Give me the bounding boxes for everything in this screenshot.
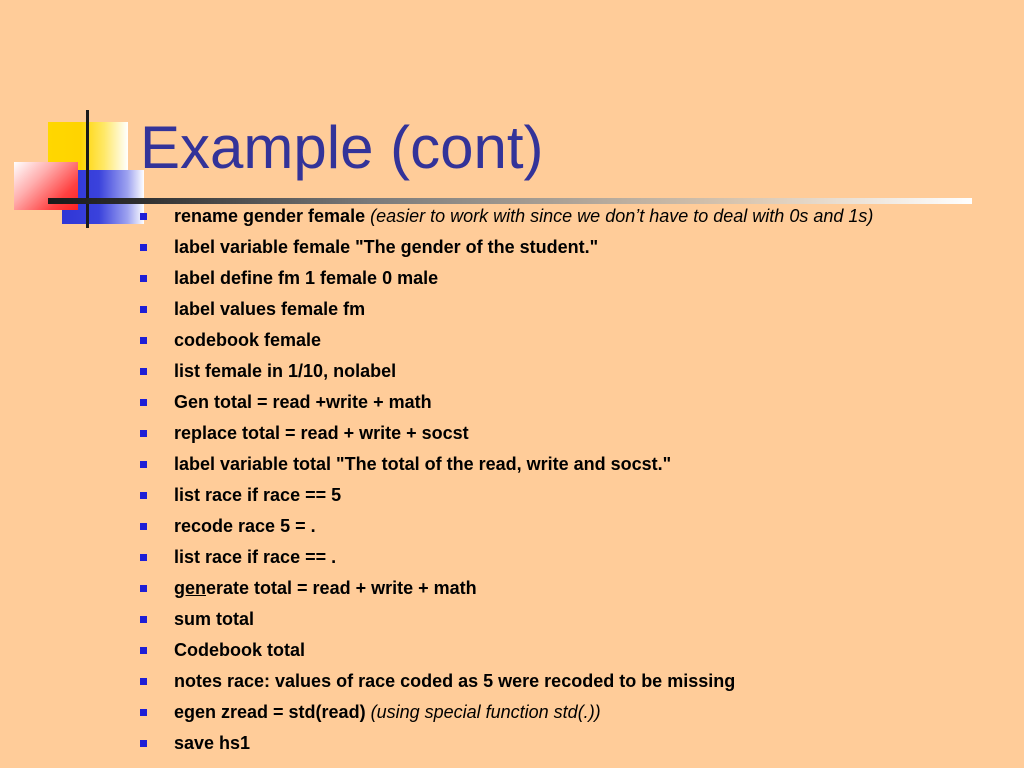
- command-text: sum total: [174, 609, 255, 629]
- comment-text: (easier to work with since we don’t have to deal with 0s and 1s): [370, 206, 874, 226]
- comment-text: (using special function std(.)): [370, 702, 601, 722]
- bullet-square-icon: [140, 647, 147, 654]
- list-item: [140, 325, 873, 356]
- list-item: [140, 232, 873, 263]
- list-item: [140, 666, 873, 697]
- list-item: [140, 480, 873, 511]
- bullet-square-icon: [140, 337, 147, 344]
- command-text: rename gender female: [174, 206, 366, 226]
- command-text: Codebook total: [174, 640, 305, 660]
- bullet-square-icon: [140, 492, 147, 499]
- list-item: [140, 201, 873, 232]
- bullet-square-icon: [140, 213, 147, 220]
- command-text: label variable total "The total of the read, write and socst.": [174, 454, 672, 474]
- command-text: label define fm 1 female 0 male: [174, 268, 439, 288]
- command-text: list race if race == 5: [174, 485, 342, 505]
- bullet-square-icon: [140, 585, 147, 592]
- command-text: replace total = read + write + socst: [174, 423, 469, 443]
- command-text: recode race 5 = .: [174, 516, 316, 536]
- slide-title: Example (cont): [140, 114, 544, 181]
- list-item: [140, 387, 873, 418]
- command-text: label variable female "The gender of the student.": [174, 237, 599, 257]
- command-text: codebook female: [174, 330, 322, 350]
- vertical-rule: [86, 110, 89, 228]
- list-item: [140, 294, 873, 325]
- bullet-square-icon: [140, 740, 147, 747]
- bullet-square-icon: [140, 678, 147, 685]
- list-item: [140, 728, 873, 759]
- command-text: label values female fm: [174, 299, 366, 319]
- command-text: egen zread = std(read): [174, 702, 366, 722]
- bullet-square-icon: [140, 616, 147, 623]
- list-item: [140, 635, 873, 666]
- bullet-list: [140, 201, 873, 759]
- list-item: [140, 697, 873, 728]
- bullet-square-icon: [140, 275, 147, 282]
- list-item: [140, 573, 873, 604]
- list-item: [140, 263, 873, 294]
- bullet-square-icon: [140, 368, 147, 375]
- command-text: Gen total = read +write + math: [174, 392, 432, 412]
- title-decoration: [0, 0, 160, 240]
- list-item: [140, 449, 873, 480]
- list-item: [140, 604, 873, 635]
- list-item: [140, 418, 873, 449]
- bullet-square-icon: [140, 244, 147, 251]
- bullet-square-icon: [140, 709, 147, 716]
- underlined-text: gen: [174, 578, 207, 598]
- command-text: list race if race == .: [174, 547, 337, 567]
- list-item: [140, 542, 873, 573]
- list-item: [140, 356, 873, 387]
- list-item: [140, 511, 873, 542]
- bullet-square-icon: [140, 554, 147, 561]
- command-text: erate total = read + write + math: [206, 578, 477, 598]
- command-text: save hs1: [174, 733, 251, 753]
- command-text: notes race: values of race coded as 5 were recoded to be missing: [174, 671, 736, 691]
- bullet-square-icon: [140, 306, 147, 313]
- bullet-square-icon: [140, 523, 147, 530]
- bullet-square-icon: [140, 399, 147, 406]
- command-text: list female in 1/10, nolabel: [174, 361, 397, 381]
- bullet-square-icon: [140, 461, 147, 468]
- bullet-square-icon: [140, 430, 147, 437]
